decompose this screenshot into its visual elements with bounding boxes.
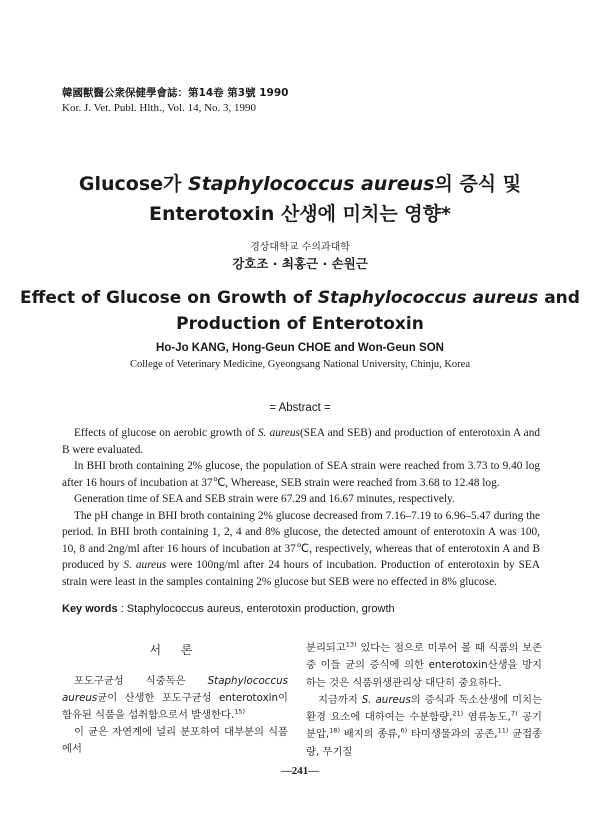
page-number: —241— [280,765,320,777]
reference-marker: 6) [400,727,408,736]
body-text: 균접종량, 무기질 [306,728,542,758]
abstract-text: Effects of glucose on aerobic growth of [74,427,258,439]
abstract-organism: S. aureus [257,427,300,439]
body-text: 포도구균성 식중독은 [74,675,208,687]
journal-citation-english: Kor. J. Vet. Publ. Hlth., Vol. 14, No. 3, 1990 [62,102,257,114]
english-title-part: and [538,288,580,308]
body-text: 공기분압, [306,711,542,741]
english-title-organism: Staphylococcus aureus [317,288,539,308]
body-paragraph [306,692,542,761]
english-authors: Ho-Jo KANG, Hong-Geun CHOE and Won-Geun SON [156,342,444,354]
korean-title-organism: Staphylococcus aureus [188,173,435,195]
abstract-paragraph [62,508,540,591]
english-title-part: Effect of Glucose on Growth of [20,288,318,308]
reference-marker: 18) [329,727,340,736]
english-affiliation: College of Veterinary Medicine, Gyeongsang National University, Chinju, Korea [130,359,470,370]
body-text: 염류농도, [463,711,511,724]
body-text: 배지의 종류, [339,728,401,741]
korean-authors: 강호조 · 최홍근 · 손원근 [232,256,368,271]
reference-marker: 11) [497,727,509,736]
body-text: 분리되고 [306,642,346,654]
reference-marker: 15) [234,707,246,716]
english-title-line1 [0,285,600,311]
body-left-column [62,642,288,758]
abstract-paragraph [62,425,540,458]
keywords-label: Key words [62,603,118,615]
body-paragraph [306,640,542,692]
body-organism: Staphylococcus aureus [62,675,288,704]
body-right-column [306,640,542,761]
body-text: 있다는 점으로 미루어 볼 때 식품의 보존중 이들 균의 증식에 의한 enterotoxin산생을 방지하는 것은 식품위생관리상 대단히 중요하다. [306,642,542,689]
body-paragraph [62,673,288,724]
abstract-heading: = Abstract = [269,402,331,414]
reference-marker: 13) [345,640,357,649]
abstract-text: (SEA and SEB) and production of enterotoxin A and B were evaluated. [62,427,540,456]
abstract-organism: S. aureus [123,559,167,571]
reference-marker: 21) [452,709,464,718]
korean-title-part: 의 증식 및 [434,173,522,195]
keywords [62,603,540,615]
body-text: 의 증식과 독소산생에 미치는 환경 요소에 대하여는 수분함량, [306,693,542,724]
abstract-paragraph: In BHI broth containing 2% glucose, the population of SEA strain were reached from 3.73 to 9.40 log after 16 hours of incubation at 37℃, Wherease, SEB strain were reached from 3.68 to 12.48 log. [62,460,540,489]
english-title-line2: Production of Enterotoxin [176,314,424,334]
korean-title-line1 [79,173,521,195]
journal-citation [62,86,288,116]
abstract-paragraph: Generation time of SEA and SEB strain were 67.29 and 16.67 minutes, respectively. [74,493,455,505]
section-heading-introduction: 서 론 [149,643,201,657]
abstract-text: The pH change in BHI broth containing 2% glucose decreased from 7.16–7.19 to 6.96–5.47 during the period. In BHI broth containing 1, 2, 4 and 8% glucose, the detected amount of enterotoxin A was 100, 10, 8 and 2ng/ml after 16 hours of incubation at 37℃, respectively, whereas that of enterotoxin A and B produced by [62,509,540,571]
korean-title-part: Glucose가 [78,173,189,195]
body-text: 지금까지 [318,693,362,706]
korean-title [0,170,600,228]
body-text: 균이 산생한 포도구균성 enterotoxin이 함유된 식품을 섭취함으로서 발생한다. [62,692,288,721]
abstract-text: were 100ng/ml after 24 hours of incubation. Production of enterotoxin by SEA strain were least in the samples containing 2% glucose but SEB were no effected in 8% glucose. [62,559,540,588]
korean-affiliation: 경상대학교 수의과대학 [250,242,350,253]
body-text: 타미생물과의 공존, [407,728,498,741]
journal-citation-korean: 韓國獸醫公衆保健學會誌：第14卷 第3號 1990 [62,87,289,99]
abstract-body [62,425,540,590]
body-paragraph: 이 균은 자연계에 널리 분포하여 대부분의 식품에서 [62,726,288,755]
reference-marker: 7) [510,709,518,718]
korean-title-line2: Enterotoxin 산생에 미치는 영향* [149,203,451,225]
english-title [0,285,600,337]
keywords-text: : Staphylococcus aureus, enterotoxin production, growth [117,603,395,615]
body-organism: S. aureus [361,693,411,706]
